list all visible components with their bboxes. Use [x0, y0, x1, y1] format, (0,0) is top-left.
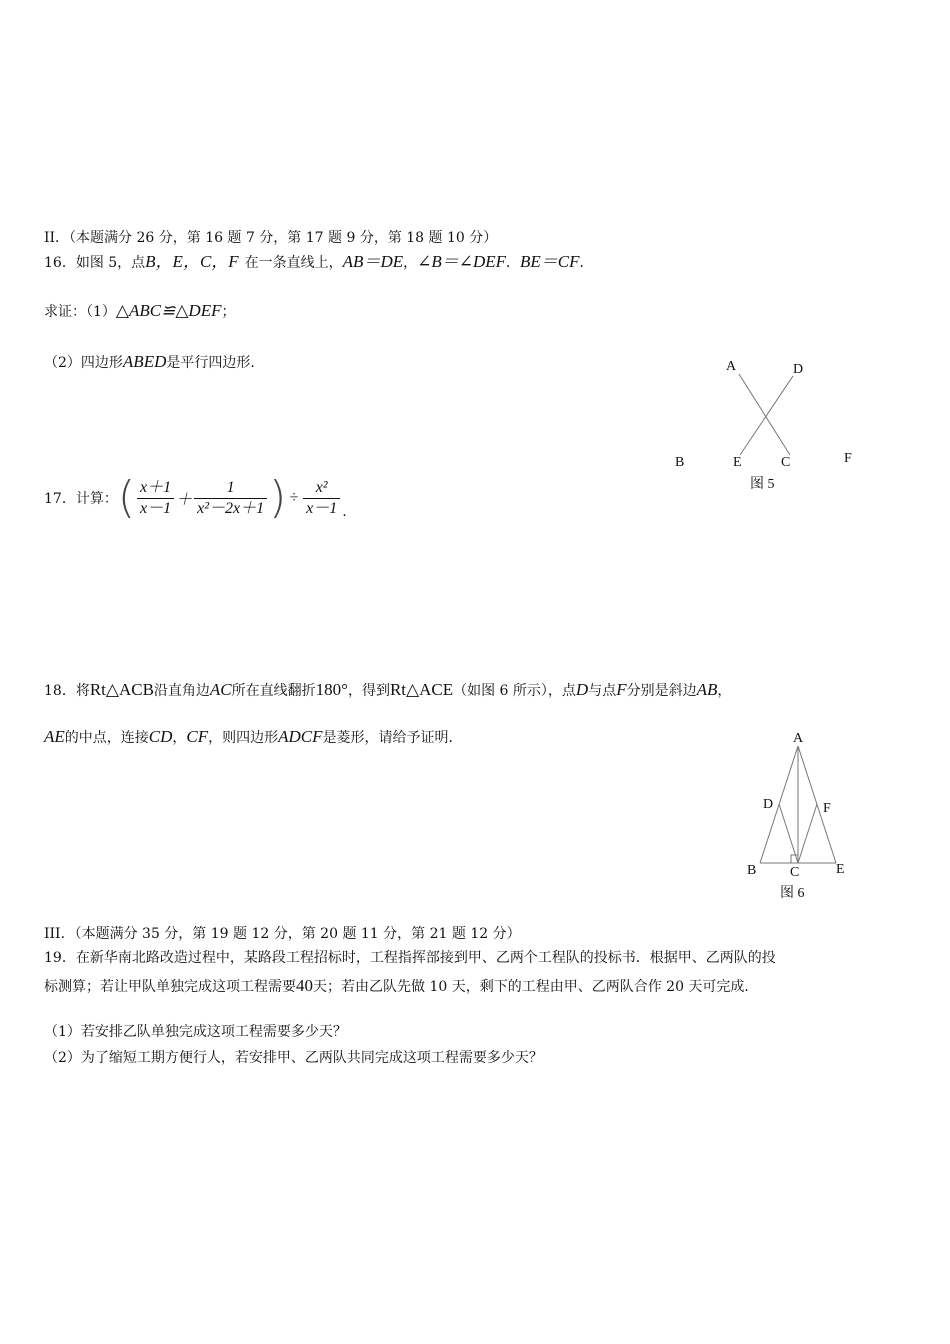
q18-t8: 的中点，连接 — [64, 730, 149, 746]
q17-frac3-num: x² — [303, 478, 340, 499]
q17-div: ÷ — [289, 489, 299, 506]
fig5-label-c: C — [781, 455, 791, 470]
q17-frac2 — [194, 478, 267, 519]
q17-frac3 — [303, 478, 340, 519]
q16-cond2: ∠B＝∠DEF — [417, 252, 507, 271]
section-3-header: III．（本题满分 35 分，第 19 题 12 分，第 20 题 11 分，第 21 题 12 分） — [44, 926, 521, 942]
q19-line2a: 标测算；若让甲队单独完成这项工程需要 — [44, 979, 296, 995]
segment-dc — [779, 804, 798, 863]
q16-part2-shape: ABED — [122, 352, 167, 371]
q16-comma2: ． — [506, 255, 521, 271]
question-17 — [44, 472, 347, 523]
question-19-line-2 — [44, 976, 758, 997]
q16-mid: 在一条直线上， — [244, 255, 343, 271]
right-paren: ) — [269, 472, 287, 523]
q16-prove1-end: ； — [221, 304, 236, 320]
q16-part2-label: （2）四边形 — [44, 355, 123, 371]
fig6-label-f: F — [823, 801, 831, 816]
q16-comma1: ， — [403, 255, 418, 271]
q18-point-d: D — [575, 680, 589, 699]
q18-t6: 分别是斜边 — [626, 683, 697, 699]
fig6-label-c: C — [790, 865, 800, 880]
q18-point-f: F — [616, 680, 627, 699]
fig6-label-d: D — [763, 797, 774, 812]
q16-intro: 16．如图 5，点 — [44, 255, 146, 271]
figure-5 — [660, 350, 880, 500]
question-16-prove-1 — [44, 301, 235, 322]
left-paren: ( — [117, 472, 135, 523]
q18-angle: 180° — [315, 680, 348, 699]
q18-intro: 18．将 — [44, 683, 90, 699]
question-19-line-1: 19．在新华南北路改造过程中，某路段工程招标时，工程指挥部接到甲、乙两个工程队的投标书．根据甲、乙两队的投 — [44, 950, 776, 966]
segment-ac — [739, 374, 790, 455]
fig5-caption: 图 5 — [750, 477, 775, 492]
q18-quad: ADCF — [278, 727, 323, 746]
question-18-line-1 — [44, 680, 731, 701]
q18-t7: ， — [717, 683, 732, 699]
q16-prove-label: 求证：（1） — [44, 304, 116, 320]
question-19-part-2: （2）为了缩短工期方便行人，若安排甲、乙两队共同完成这项工程需要多少天？ — [44, 1050, 543, 1066]
q17-frac1-num: x＋1 — [137, 478, 174, 499]
fig6-caption: 图 6 — [780, 886, 805, 901]
fig6-label-b: B — [747, 863, 757, 878]
question-16-prove-2 — [44, 352, 264, 373]
q18-seg1: AB — [696, 680, 718, 699]
segment-fc — [798, 804, 817, 863]
fig5-label-b: B — [675, 455, 685, 470]
q16-cond1: AB＝DE — [342, 252, 404, 271]
fig5-label-e: E — [733, 455, 742, 470]
q18-tri2: Rt△ACE — [389, 680, 454, 699]
fig6-label-e: E — [836, 862, 845, 877]
q18-t4: （如图 6 所示），点 — [453, 683, 576, 699]
q17-frac1-den: x－1 — [140, 499, 172, 517]
section-2-header: II．（本题满分 26 分，第 16 题 7 分，第 17 题 9 分，第 18 题 10 分） — [44, 230, 498, 246]
fig5-label-f: F — [844, 451, 852, 466]
question-16-statement — [44, 252, 594, 273]
fig5-label-a: A — [726, 359, 737, 374]
q16-part2-end: 是平行四边形． — [166, 355, 265, 371]
q17-frac2-num: 1 — [194, 478, 267, 499]
q16-cond3: BE＝CF — [520, 252, 580, 271]
q18-edge: AC — [209, 680, 232, 699]
q17-frac1 — [137, 478, 174, 519]
q16-points: B，E，C，F — [145, 252, 239, 271]
q18-seg4: CF — [186, 727, 209, 746]
q18-seg2: AE — [44, 727, 65, 746]
question-19-part-1: （1）若安排乙队单独完成这项工程需要多少天？ — [44, 1024, 347, 1040]
q16-end: ． — [579, 255, 594, 271]
q18-t5: 与点 — [588, 683, 617, 699]
q17-end: . — [342, 504, 347, 520]
fig6-label-a: A — [793, 731, 804, 746]
q19-days: 40 — [296, 976, 313, 995]
q18-t2: 所在直线翻折 — [231, 683, 316, 699]
q17-label: 17．计算： — [44, 491, 118, 507]
figure-6 — [735, 728, 865, 908]
q17-frac3-den: x－1 — [306, 499, 338, 517]
q18-t10: ，则四边形 — [208, 730, 279, 746]
q16-prove1: △ABC≌△DEF — [115, 301, 222, 320]
q18-t3: ，得到 — [347, 683, 390, 699]
q19-line2b: 天；若由乙队先做 10 天，剩下的工程由甲、乙两队合作 20 天可完成． — [313, 979, 759, 995]
q18-t1: 沿直角边 — [153, 683, 210, 699]
q18-t9: ， — [172, 730, 187, 746]
q18-tri1: Rt△ACB — [89, 680, 154, 699]
q18-t11: 是菱形，请给予证明． — [322, 730, 463, 746]
fig5-label-d: D — [793, 362, 804, 377]
q18-seg3: CD — [148, 727, 173, 746]
question-18-line-2 — [44, 727, 463, 748]
q17-plus: ＋ — [176, 491, 193, 509]
q17-frac2-den: x²－2x＋1 — [197, 499, 265, 517]
